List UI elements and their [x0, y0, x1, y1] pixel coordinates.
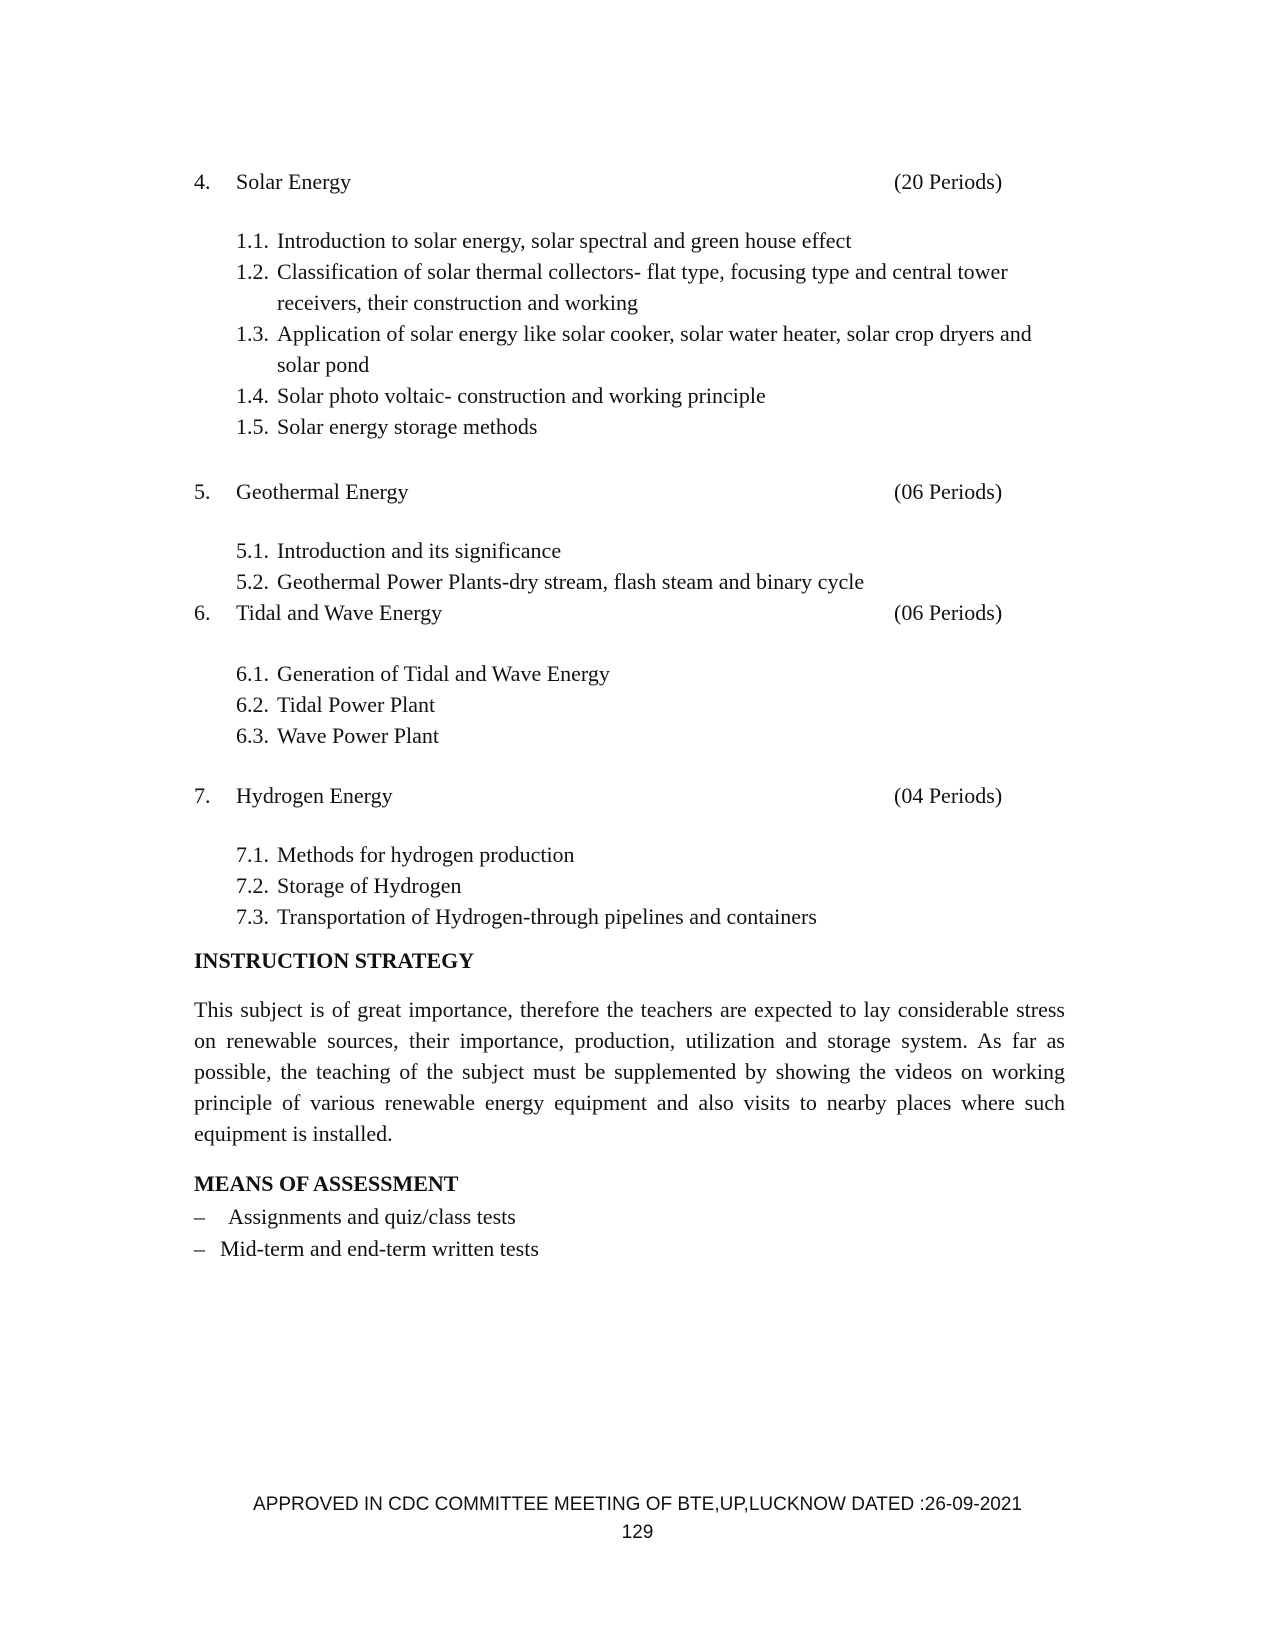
topic-item — [236, 839, 1066, 870]
topic-item — [236, 225, 1066, 256]
topic-item — [236, 870, 1066, 901]
topic-text: Methods for hydrogen production — [277, 842, 575, 867]
topic-number: 1.2. — [236, 259, 269, 284]
instruction-strategy-heading: INSTRUCTION STRATEGY — [194, 948, 475, 973]
approval-note: APPROVED IN CDC COMMITTEE MEETING OF BTE,UP,LUCKNOW DATED :26-09-2021 — [253, 1494, 1022, 1515]
unit-periods: (20 Periods) — [894, 169, 1003, 194]
page-footer — [0, 1491, 1275, 1547]
topic-number: 1.5. — [236, 414, 269, 439]
unit-geothermal-energy — [194, 476, 1014, 597]
unit-title: Geothermal Energy — [236, 479, 409, 504]
topic-text: Introduction to solar energy, solar spectral and green house effect — [277, 228, 852, 253]
topic-number: 7.1. — [236, 842, 269, 867]
topic-text: Wave Power Plant — [277, 723, 439, 748]
unit-number: 5. — [194, 479, 211, 504]
topic-number: 6.1. — [236, 661, 269, 686]
topic-number: 5.2. — [236, 569, 269, 594]
unit-periods: (06 Periods) — [894, 600, 1003, 625]
topic-item — [236, 901, 1066, 932]
topic-list — [236, 535, 1066, 597]
topic-list — [236, 225, 1066, 442]
topic-text: Tidal Power Plant — [277, 692, 436, 717]
unit-title: Hydrogen Energy — [236, 783, 393, 808]
unit-heading — [194, 780, 1014, 811]
topic-number: 1.4. — [236, 383, 269, 408]
topic-text: Solar photo voltaic- construction and working principle — [277, 383, 766, 408]
unit-heading — [194, 166, 1014, 197]
page-number: 129 — [621, 1522, 654, 1543]
topic-item — [236, 658, 1066, 689]
bullet-dash: – — [194, 1236, 205, 1261]
topic-item — [236, 720, 1066, 751]
topic-number: 5.1. — [236, 538, 269, 563]
topic-item — [236, 689, 1066, 720]
instruction-strategy-text: This subject is of great importance, therefore the teachers are expected to lay considerable stress on renewable sources, their importance, production, utilization and storage system. As far as possible, the teaching of the subject must be supplemented by showing the videos on working principle of various renewable energy equipment and also visits to nearby places where such equipment is installed. — [194, 997, 1065, 1146]
unit-tidal-wave-energy — [194, 597, 1014, 751]
topic-text: Generation of Tidal and Wave Energy — [277, 661, 610, 686]
unit-heading — [194, 597, 1014, 628]
topic-text: Application of solar energy like solar cooker, solar water heater, solar crop dryers and solar pond — [277, 321, 1032, 377]
topic-text: Transportation of Hydrogen-through pipelines and containers — [277, 904, 817, 929]
assessment-item — [194, 1201, 539, 1233]
unit-number: 4. — [194, 169, 211, 194]
assessment-text: Mid-term and end-term written tests — [220, 1236, 539, 1261]
topic-text: Classification of solar thermal collectors- flat type, focusing type and central tower receivers, their construction and working — [277, 259, 1008, 315]
topic-number: 1.1. — [236, 228, 269, 253]
bullet-dash: – — [194, 1204, 205, 1229]
unit-heading — [194, 476, 1014, 507]
topic-number: 1.3. — [236, 321, 269, 346]
topic-number: 6.3. — [236, 723, 269, 748]
topic-list — [236, 839, 1066, 932]
topic-text: Introduction and its significance — [277, 538, 562, 563]
unit-number: 7. — [194, 783, 211, 808]
topic-item — [236, 411, 1066, 442]
unit-solar-energy — [194, 166, 1032, 442]
topic-text: Geothermal Power Plants-dry stream, flash steam and binary cycle — [277, 569, 865, 594]
topic-number: 7.3. — [236, 904, 269, 929]
topic-number: 6.2. — [236, 692, 269, 717]
means-of-assessment-heading: MEANS OF ASSESSMENT — [194, 1171, 459, 1196]
topic-number: 7.2. — [236, 873, 269, 898]
topic-text: Solar energy storage methods — [277, 414, 538, 439]
unit-hydrogen-energy — [194, 780, 1014, 932]
unit-title: Tidal and Wave Energy — [236, 600, 443, 625]
unit-periods: (04 Periods) — [894, 783, 1003, 808]
topic-text: Storage of Hydrogen — [277, 873, 462, 898]
topic-item — [236, 380, 1066, 411]
assessment-list — [194, 1201, 539, 1265]
topic-list — [236, 658, 1066, 751]
unit-title: Solar Energy — [236, 169, 352, 194]
topic-item — [236, 535, 1066, 566]
unit-number: 6. — [194, 600, 211, 625]
topic-item — [236, 256, 1066, 318]
assessment-item — [194, 1233, 539, 1265]
topic-item — [236, 566, 1066, 597]
assessment-text: Assignments and quiz/class tests — [228, 1204, 516, 1229]
unit-periods: (06 Periods) — [894, 479, 1003, 504]
topic-item — [236, 318, 1066, 380]
